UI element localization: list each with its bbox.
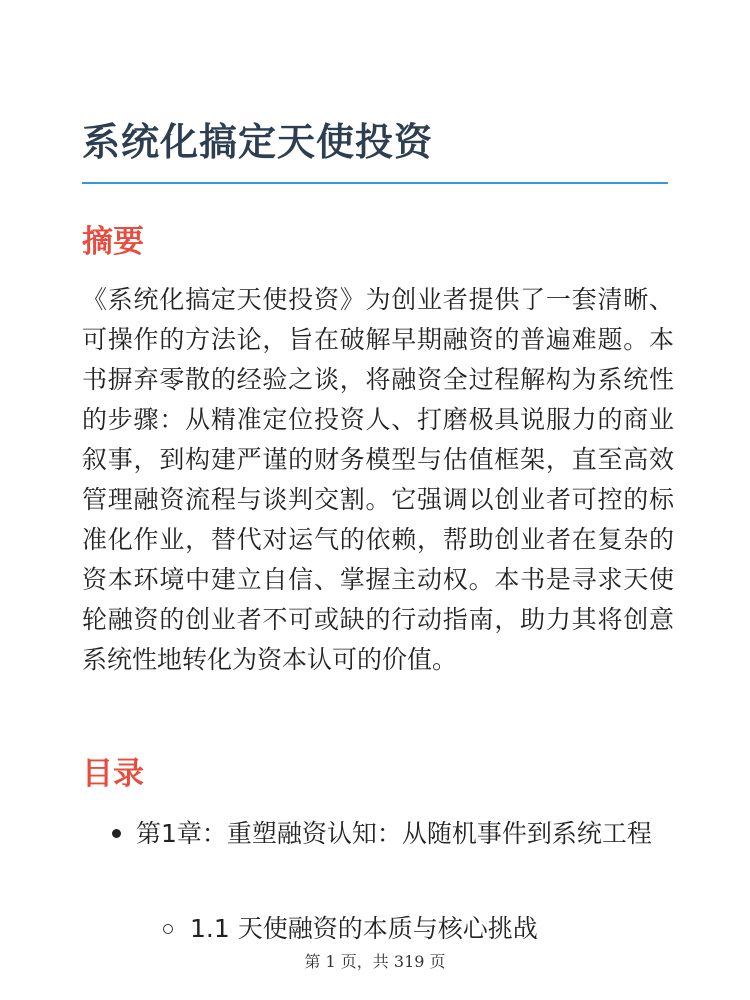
toc-section-label: 1.1 天使融资的本质与核心挑战: [190, 914, 538, 943]
toc-item-section-1-1: [190, 910, 670, 948]
bullet-disc-icon: [112, 829, 121, 838]
toc-heading: 目录: [82, 756, 144, 792]
abstract-paragraph: 《系统化搞定天使投资》为创业者提供了一套清晰、可操作的方法论，旨在破解早期融资的普遍难题。本书摒弃零散的经验之谈，将融资全过程解构为系统性的步骤：从精准定位投资人、打磨极具说服力的商业叙事，到构建严谨的财务模型与估值框架，直至高效管理融资流程与谈判交割。它强调以创业者可控的标准化作业，替代对运气的依赖，帮助创业者在复杂的资本环境中建立自信、掌握主动权。本书是寻求天使轮融资的创业者不可或缺的行动指南，助力其将创意系统性地转化为资本认可的价值。: [82, 285, 674, 674]
toc-item-chapter-1: [136, 815, 676, 853]
bullet-circle-icon: [163, 924, 173, 934]
title-divider: [82, 182, 668, 184]
document-title: 系统化搞定天使投资: [82, 120, 434, 164]
toc-chapter-label: 第1章：重塑融资认知：从随机事件到系统工程: [136, 819, 652, 848]
abstract-heading: 摘要: [82, 224, 144, 260]
page-footer: 第 1 页，共 319 页: [304, 952, 446, 971]
